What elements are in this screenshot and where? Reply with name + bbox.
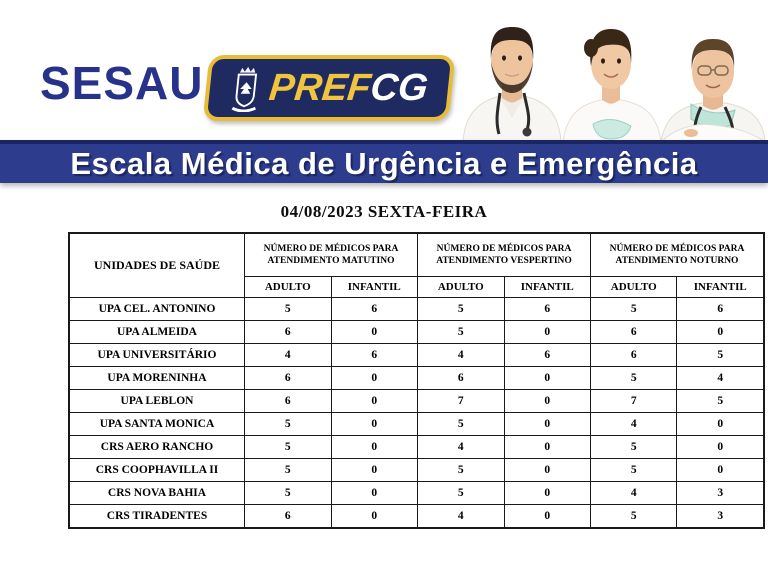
cell-value: 6 (504, 298, 591, 321)
cell-value: 6 (245, 321, 332, 344)
doctor-female-middle (563, 29, 661, 142)
table-row (69, 367, 764, 390)
cell-value: 0 (331, 436, 418, 459)
table-row (69, 505, 764, 529)
cell-value: 5 (245, 436, 332, 459)
table-header-group-row (69, 233, 764, 277)
cell-value: 5 (418, 298, 505, 321)
cell-value: 6 (331, 298, 418, 321)
subcol-vespertino-infantil: INFANTIL (504, 277, 591, 298)
table-row (69, 344, 764, 367)
table-row (69, 436, 764, 459)
pref-text: PREF (267, 67, 373, 109)
cell-value: 6 (418, 367, 505, 390)
subcol-noturno-adulto: ADULTO (591, 277, 677, 298)
sesau-logo: SESAU (40, 57, 204, 109)
subcol-matutino-infantil: INFANTIL (331, 277, 418, 298)
cell-value: 0 (504, 459, 591, 482)
campo-grande-crest-icon (228, 64, 265, 112)
cell-value: 5 (418, 459, 505, 482)
cell-value: 5 (677, 390, 764, 413)
cell-value: 0 (331, 413, 418, 436)
cell-value: 3 (677, 482, 764, 505)
title-banner (0, 140, 768, 183)
table-row (69, 321, 764, 344)
cell-value: 4 (418, 344, 505, 367)
cell-value: 5 (591, 298, 677, 321)
cell-value: 0 (504, 436, 591, 459)
cell-value: 5 (591, 505, 677, 529)
col-header-units: UNIDADES DE SAÚDE (69, 233, 245, 298)
cell-value: 5 (677, 344, 764, 367)
cell-value: 0 (504, 413, 591, 436)
unit-name: CRS AERO RANCHO (69, 436, 245, 459)
cell-value: 6 (504, 344, 591, 367)
table-row (69, 413, 764, 436)
cell-value: 7 (418, 390, 505, 413)
date-heading: 04/08/2023 SEXTA-FEIRA (280, 202, 488, 221)
cell-value: 0 (504, 482, 591, 505)
unit-name: UPA LEBLON (69, 390, 245, 413)
unit-name: UPA UNIVERSITÁRIO (69, 344, 245, 367)
cg-text: CG (368, 67, 430, 109)
cell-value: 0 (504, 367, 591, 390)
cell-value: 5 (245, 482, 332, 505)
unit-name: UPA MORENINHA (69, 367, 245, 390)
unit-name: CRS TIRADENTES (69, 505, 245, 529)
cell-value: 4 (418, 505, 505, 529)
cell-value: 0 (677, 459, 764, 482)
table-row (69, 459, 764, 482)
cell-value: 0 (504, 505, 591, 529)
col-header-vespertino: NÚMERO DE MÉDICOS PARA ATENDIMENTO VESPERTINO (418, 233, 591, 277)
cell-value: 4 (591, 413, 677, 436)
table-row (69, 390, 764, 413)
cell-value: 0 (504, 321, 591, 344)
cell-value: 6 (245, 505, 332, 529)
cell-value: 4 (418, 436, 505, 459)
cell-value: 5 (591, 436, 677, 459)
doctor-male-left (463, 27, 561, 142)
unit-name: UPA ALMEIDA (69, 321, 245, 344)
cell-value: 4 (677, 367, 764, 390)
cell-value: 6 (677, 298, 764, 321)
cell-value: 6 (591, 321, 677, 344)
cell-value: 0 (331, 367, 418, 390)
cell-value: 6 (591, 344, 677, 367)
cell-value: 0 (677, 436, 764, 459)
cell-value: 4 (591, 482, 677, 505)
subcol-noturno-infantil: INFANTIL (677, 277, 764, 298)
schedule-table (68, 232, 765, 529)
unit-name: CRS COOPHAVILLA II (69, 459, 245, 482)
cell-value: 0 (331, 459, 418, 482)
page-title: Escala Médica de Urgência e Emergência (70, 145, 698, 181)
cell-value: 0 (331, 321, 418, 344)
cell-value: 6 (245, 367, 332, 390)
cell-value: 3 (677, 505, 764, 529)
cell-value: 4 (245, 344, 332, 367)
unit-name: UPA SANTA MONICA (69, 413, 245, 436)
cell-value: 5 (418, 482, 505, 505)
cell-value: 5 (591, 367, 677, 390)
cell-value: 5 (245, 298, 332, 321)
prefcg-logo (203, 55, 456, 121)
prefcg-wordmark (267, 69, 429, 107)
cell-value: 0 (331, 482, 418, 505)
subcol-matutino-adulto: ADULTO (245, 277, 332, 298)
cell-value: 5 (245, 459, 332, 482)
cell-value: 5 (245, 413, 332, 436)
cell-value: 0 (331, 505, 418, 529)
cell-value: 0 (677, 321, 764, 344)
cell-value: 7 (591, 390, 677, 413)
doctors-photo (455, 0, 768, 142)
cell-value: 5 (591, 459, 677, 482)
col-header-noturno: NÚMERO DE MÉDICOS PARA ATENDIMENTO NOTURNO (591, 233, 765, 277)
unit-name: UPA CEL. ANTONINO (69, 298, 245, 321)
cell-value: 6 (331, 344, 418, 367)
cell-value: 6 (245, 390, 332, 413)
table-row (69, 298, 764, 321)
unit-name: CRS NOVA BAHIA (69, 482, 245, 505)
col-header-matutino: NÚMERO DE MÉDICOS PARA ATENDIMENTO MATUTINO (245, 233, 418, 277)
cell-value: 0 (504, 390, 591, 413)
doctor-male-right (661, 39, 765, 142)
cell-value: 5 (418, 321, 505, 344)
cell-value: 5 (418, 413, 505, 436)
subcol-vespertino-adulto: ADULTO (418, 277, 505, 298)
table-row (69, 482, 764, 505)
cell-value: 0 (331, 390, 418, 413)
cell-value: 0 (677, 413, 764, 436)
